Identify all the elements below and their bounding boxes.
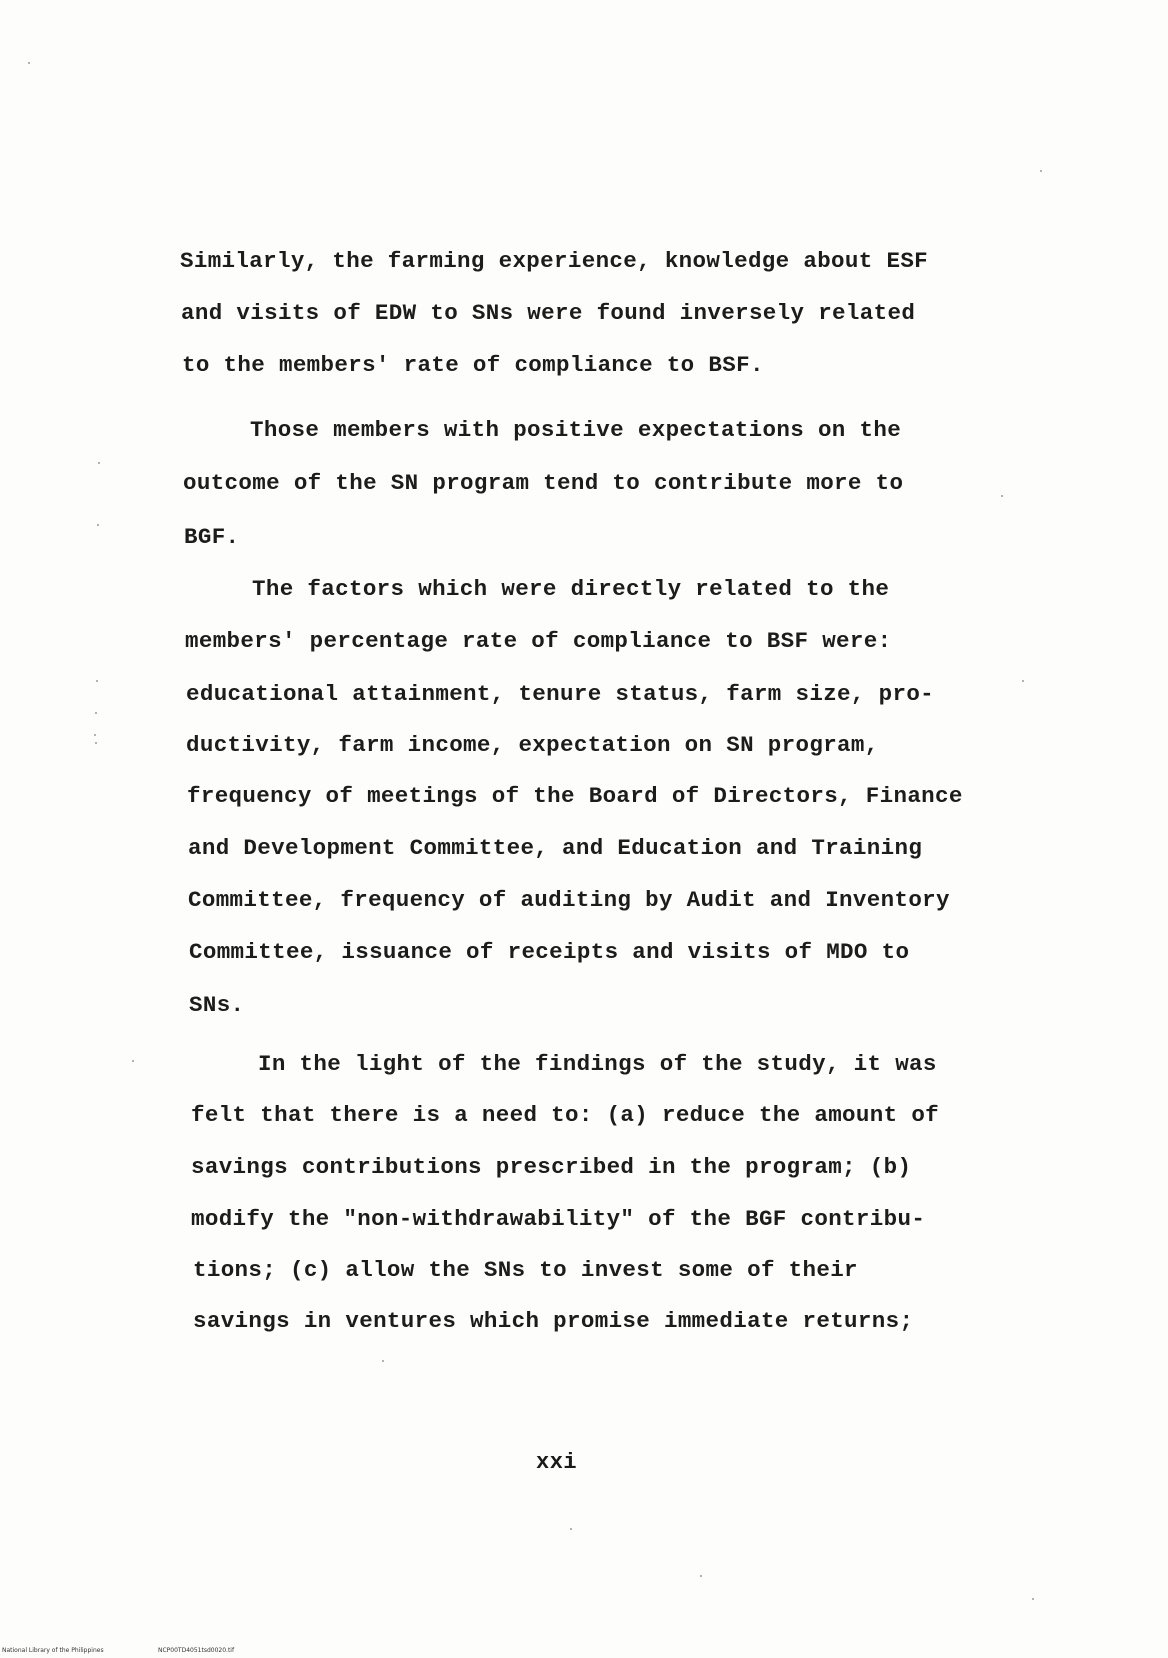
text-line: savings contributions prescribed in the program; (b) [191, 1154, 912, 1180]
text-line: Similarly, the farming experience, knowledge about ESF [180, 248, 929, 274]
text-line: felt that there is a need to: (a) reduce the amount of [191, 1102, 940, 1128]
scan-speck [98, 462, 100, 464]
text-line: In the light of the findings of the study, it was [258, 1051, 937, 1077]
scan-speck [700, 1575, 702, 1577]
scan-speck [95, 742, 97, 744]
scan-speck [1040, 170, 1042, 172]
text-line: and visits of EDW to SNs were found inversely related [181, 300, 916, 326]
scan-speck [132, 1060, 134, 1062]
scan-speck [1022, 680, 1024, 682]
text-line: The factors which were directly related to the [252, 576, 890, 602]
scan-speck [94, 734, 96, 736]
text-line: Those members with positive expectations on the [250, 417, 902, 443]
text-line: educational attainment, tenure status, farm size, pro- [186, 681, 935, 707]
scan-speck [96, 680, 98, 682]
scan-speck [382, 1360, 384, 1362]
text-line: modify the "non-withdrawability" of the BGF contribu- [191, 1206, 926, 1232]
text-line: frequency of meetings of the Board of Directors, Finance [187, 783, 963, 809]
scan-speck [95, 712, 97, 714]
text-line: members' percentage rate of compliance to BSF were: [185, 628, 892, 654]
text-line: BGF. [184, 524, 240, 550]
footer-file-name: NCP00TD4051tsd0020.tif [158, 1647, 235, 1654]
scan-speck [1032, 1598, 1034, 1600]
scan-speck [97, 524, 99, 526]
scan-speck [570, 1528, 572, 1530]
scan-speck [28, 62, 30, 64]
text-line: Committee, frequency of auditing by Audit and Inventory [188, 887, 950, 913]
page-number: xxi [536, 1450, 578, 1475]
text-line: Committee, issuance of receipts and visits of MDO to [189, 939, 910, 965]
text-line: outcome of the SN program tend to contribute more to [183, 470, 904, 496]
text-line: ductivity, farm income, expectation on SN program, [186, 732, 879, 758]
text-line: SNs. [189, 992, 245, 1018]
text-line: savings in ventures which promise immediate returns; [193, 1308, 914, 1334]
scan-speck [1001, 495, 1003, 497]
text-line: and Development Committee, and Education and Training [188, 835, 923, 861]
text-line: to the members' rate of compliance to BSF. [182, 352, 764, 378]
footer-library-credit: National Library of the Philippines [2, 1647, 104, 1654]
text-line: tions; (c) allow the SNs to invest some of their [193, 1257, 858, 1283]
